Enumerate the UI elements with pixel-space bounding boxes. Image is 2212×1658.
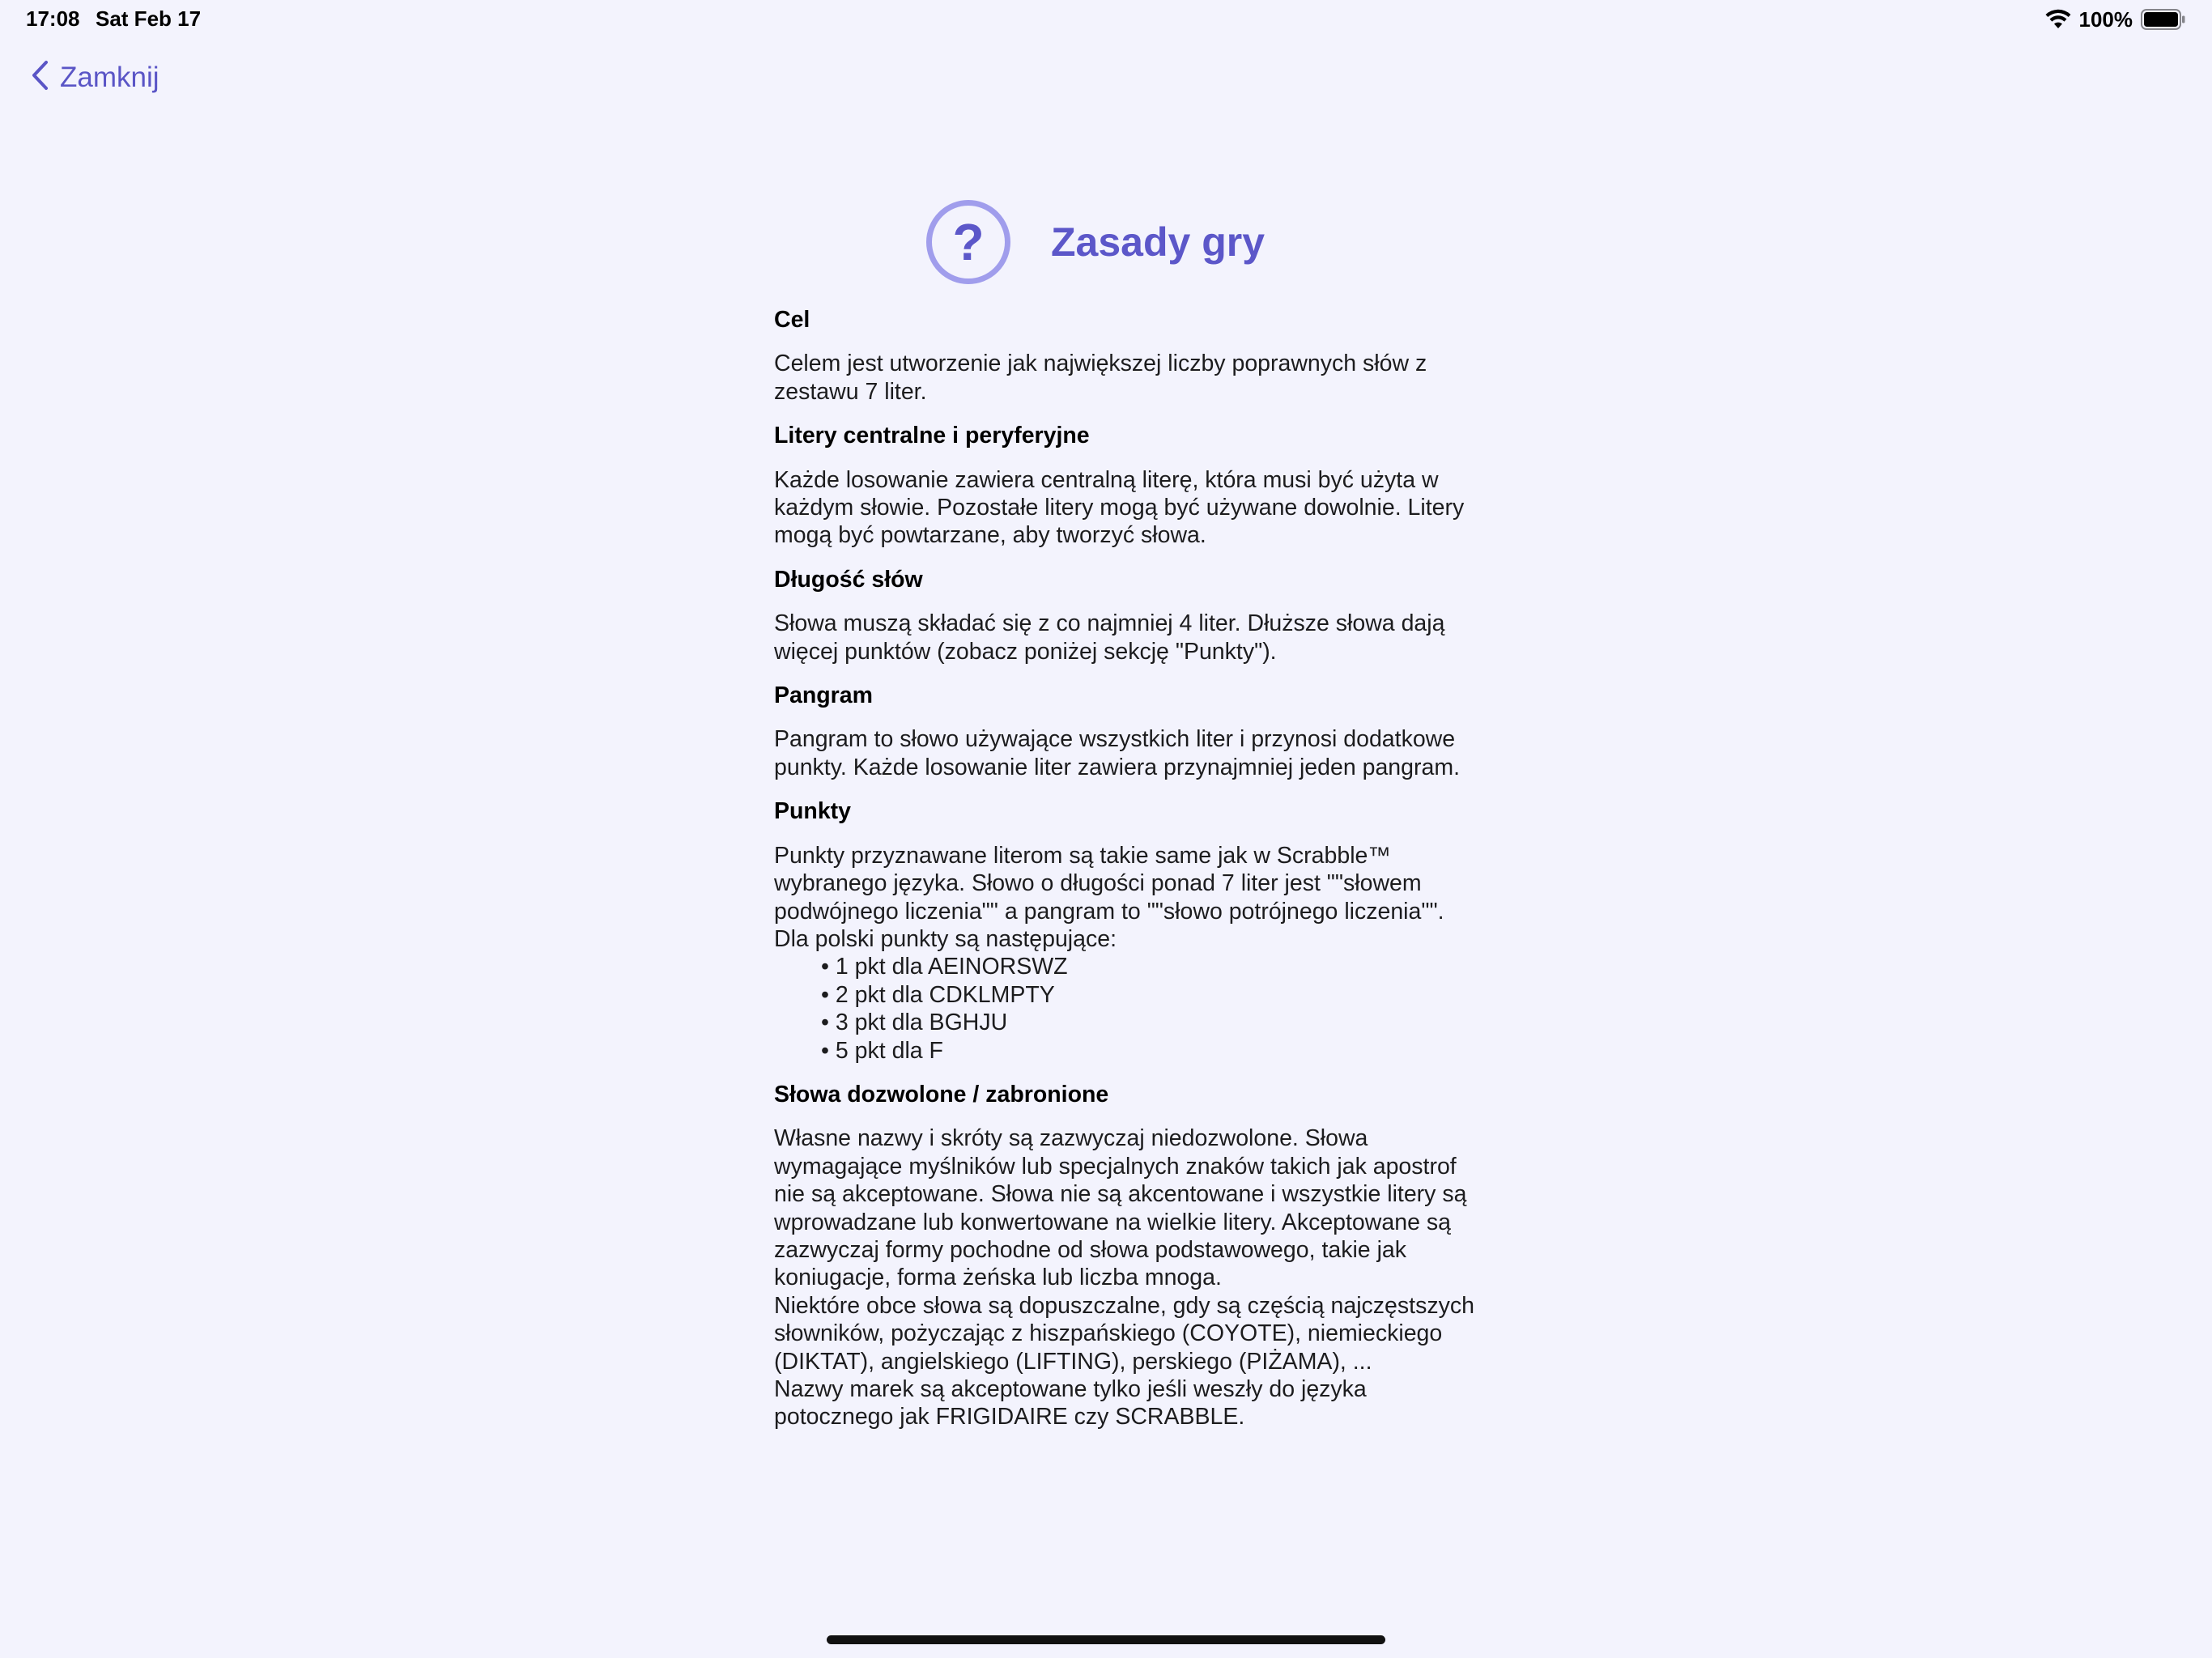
status-bar xyxy=(0,0,2212,40)
battery-percentage: 100% xyxy=(2078,6,2133,32)
section-heading: Cel xyxy=(774,307,810,333)
section-paragraph: Nazwy marek są akceptowane tylko jeśli weszły do języka potocznego jak FRIGIDAIRE czy SCRABBLE. xyxy=(774,1376,1367,1431)
section-letters xyxy=(774,422,1478,550)
section-points xyxy=(774,797,1478,1065)
section-body: Słowa muszą składać się z co najmniej 4 liter. Dłuższe słowa dają więcej punktów (zobacz poniżej sekcję "Punkty"). xyxy=(774,610,1445,665)
section-paragraph: Własne nazwy i skróty są zazwyczaj niedozwolone. Słowa wymagające myślników lub specjalnych znaków takich jak apostrof nie są akceptowane. Słowa nie są akcentowane i wszystkie litery są wprowadzane lub konwertowane na wielkie litery. Akceptowane są zazwyczaj formy pochodne od słowa podstawowego, takie jak koniugacje, forma żeńska lub liczba mnoga. xyxy=(774,1125,1467,1291)
section-allowed-words xyxy=(774,1081,1478,1431)
section-pangram xyxy=(774,682,1478,781)
section-heading: Słowa dozwolone / zabronione xyxy=(774,1081,1109,1107)
chevron-left-icon xyxy=(31,60,49,95)
section-paragraph: Niektóre obce słowa są dopuszczalne, gdy są częścią najczęstszych słowników, pożyczając z hiszpańskiego (COYOTE), niemieckiego (DIKTAT), angielskiego (LIFTING), perskiego (PIŻAMA), ... xyxy=(774,1292,1474,1375)
home-indicator[interactable] xyxy=(827,1635,1385,1644)
status-time: 17:08 xyxy=(26,6,80,31)
section-goal xyxy=(774,306,1478,406)
section-heading: Pangram xyxy=(774,682,873,709)
list-item: • 2 pkt dla CDKLMPTY xyxy=(821,981,1478,1009)
points-list xyxy=(774,953,1478,1065)
section-heading: Punkty xyxy=(774,798,852,825)
battery-icon xyxy=(2141,9,2186,30)
list-item: • 3 pkt dla BGHJU xyxy=(821,1009,1478,1036)
page-header xyxy=(926,199,1265,285)
rules-content[interactable] xyxy=(774,306,1478,1545)
section-word-length xyxy=(774,566,1478,665)
close-back-button[interactable] xyxy=(31,60,160,95)
list-item: • 1 pkt dla AEINORSWZ xyxy=(821,953,1478,980)
section-heading: Długość słów xyxy=(774,566,923,593)
status-date: Sat Feb 17 xyxy=(96,6,202,31)
section-heading: Litery centralne i peryferyjne xyxy=(774,423,1090,449)
question-mark-glyph: ? xyxy=(952,213,985,271)
section-body-intro: Dla polski punkty są następujące: xyxy=(774,925,1117,952)
back-label: Zamknij xyxy=(60,61,160,93)
section-body: Punkty przyznawane literom są takie same jak w Scrabble™ wybranego języka. Słowo o długości ponad 7 liter jest ""słowem podwójnego liczenia"" a pangram to ""słowo potrójnego liczenia"". xyxy=(774,842,1444,925)
status-indicators xyxy=(2045,5,2187,34)
question-mark-icon xyxy=(926,200,1010,284)
section-body: Pangram to słowo używające wszystkich liter i przynosi dodatkowe punkty. Każde losowanie liter zawiera przynajmniej jeden pangram. xyxy=(774,726,1460,780)
list-item: • 5 pkt dla F xyxy=(821,1037,1478,1065)
wifi-icon xyxy=(2045,9,2071,30)
section-body: Każde losowanie zawiera centralną literę, która musi być użyta w każdym słowie. Pozostałe litery mogą być używane dowolnie. Litery mogą być powtarzane, aby tworzyć słowa. xyxy=(774,466,1465,549)
page-title: Zasady gry xyxy=(1051,219,1266,265)
section-body: Celem jest utworzenie jak największej liczby poprawnych słów z zestawu 7 liter. xyxy=(774,351,1427,405)
